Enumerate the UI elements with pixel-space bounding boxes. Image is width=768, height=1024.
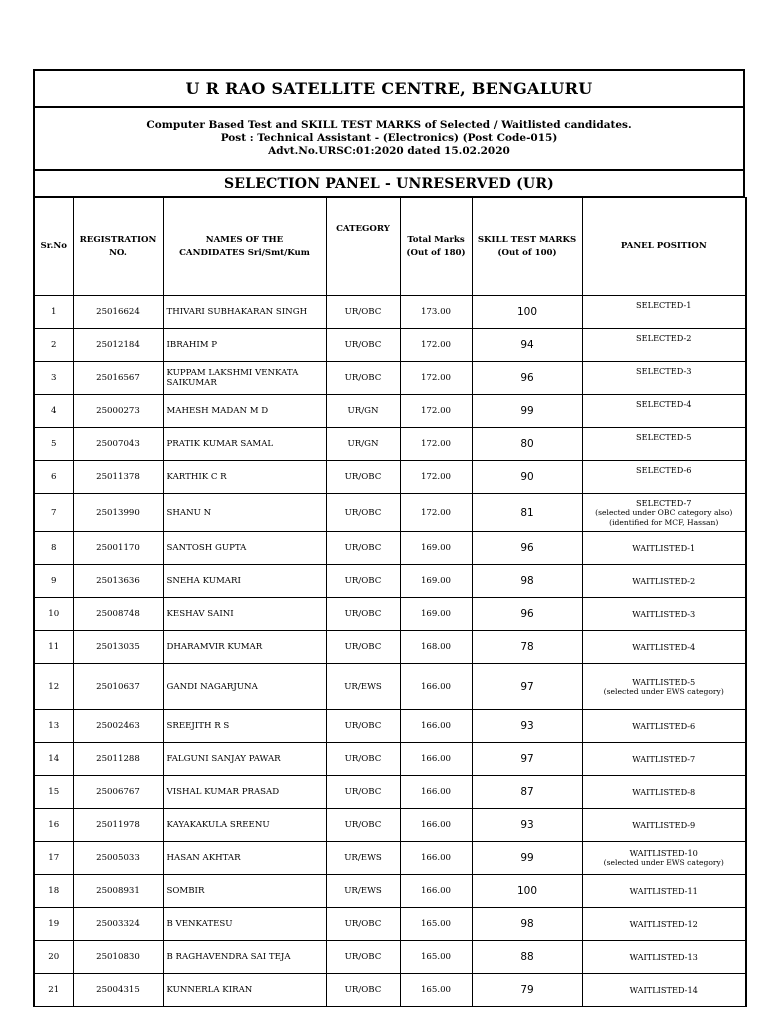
table-row bbox=[34, 743, 746, 776]
table-row bbox=[34, 974, 746, 1007]
cell-registration: 25005033 bbox=[73, 842, 163, 875]
cell-panel-position bbox=[582, 329, 746, 362]
cell-srno: 9 bbox=[34, 565, 73, 598]
cell-skill-marks: 96 bbox=[472, 598, 582, 631]
cell-srno: 14 bbox=[34, 743, 73, 776]
cell-registration: 25003324 bbox=[73, 908, 163, 941]
cell-registration: 25004315 bbox=[73, 974, 163, 1007]
panel-position-label: WAITLISTED-6 bbox=[632, 721, 696, 731]
cell-skill-marks: 100 bbox=[472, 296, 582, 329]
cell-name: SOMBIR bbox=[163, 875, 326, 908]
cell-category: UR/OBC bbox=[326, 776, 400, 809]
cell-total-marks: 172.00 bbox=[400, 428, 472, 461]
cell-category: UR/OBC bbox=[326, 565, 400, 598]
cell-registration: 25011978 bbox=[73, 809, 163, 842]
cell-srno: 11 bbox=[34, 631, 73, 664]
table-row bbox=[34, 362, 746, 395]
cell-skill-marks: 96 bbox=[472, 532, 582, 565]
table-row bbox=[34, 395, 746, 428]
cell-registration: 25000273 bbox=[73, 395, 163, 428]
cell-name: SHANU N bbox=[163, 494, 326, 532]
cell-name: PRATIK KUMAR SAMAL bbox=[163, 428, 326, 461]
cell-total-marks: 166.00 bbox=[400, 875, 472, 908]
table-row bbox=[34, 842, 746, 875]
table-row bbox=[34, 809, 746, 842]
table-row bbox=[34, 710, 746, 743]
panel-position-label: WAITLISTED-4 bbox=[632, 642, 696, 652]
cell-skill-marks: 99 bbox=[472, 842, 582, 875]
panel-position-label: SELECTED-1 bbox=[636, 300, 692, 310]
cell-registration: 25013035 bbox=[73, 631, 163, 664]
cell-category: UR/EWS bbox=[326, 842, 400, 875]
cell-skill-marks: 99 bbox=[472, 395, 582, 428]
cell-name: B VENKATESU bbox=[163, 908, 326, 941]
document-page bbox=[33, 69, 745, 1007]
cell-category: UR/OBC bbox=[326, 710, 400, 743]
table-row bbox=[34, 908, 746, 941]
cell-panel-position bbox=[582, 809, 746, 842]
cell-name: KUNNERLA KIRAN bbox=[163, 974, 326, 1007]
cell-category: UR/OBC bbox=[326, 461, 400, 494]
cell-name: DHARAMVIR KUMAR bbox=[163, 631, 326, 664]
table-row bbox=[34, 532, 746, 565]
cell-skill-marks: 78 bbox=[472, 631, 582, 664]
cell-registration: 25001170 bbox=[73, 532, 163, 565]
cell-category: UR/OBC bbox=[326, 362, 400, 395]
cell-panel-position bbox=[582, 461, 746, 494]
cell-total-marks: 166.00 bbox=[400, 809, 472, 842]
cell-panel-position bbox=[582, 494, 746, 532]
advertisement-info bbox=[33, 108, 745, 170]
cell-total-marks: 166.00 bbox=[400, 842, 472, 875]
cell-category: UR/OBC bbox=[326, 908, 400, 941]
cell-panel-position bbox=[582, 428, 746, 461]
cell-registration: 25016567 bbox=[73, 362, 163, 395]
cell-registration: 25012184 bbox=[73, 329, 163, 362]
cell-skill-marks: 98 bbox=[472, 565, 582, 598]
table-row bbox=[34, 494, 746, 532]
col-header-registration: REGISTRATION NO. bbox=[73, 198, 163, 296]
cell-registration: 25008748 bbox=[73, 598, 163, 631]
cell-registration: 25010637 bbox=[73, 664, 163, 710]
cell-category: UR/OBC bbox=[326, 809, 400, 842]
cell-panel-position bbox=[582, 296, 746, 329]
table-row bbox=[34, 776, 746, 809]
table-row bbox=[34, 941, 746, 974]
cell-total-marks: 166.00 bbox=[400, 743, 472, 776]
panel-position-label: WAITLISTED-3 bbox=[632, 609, 696, 619]
panel-position-label: WAITLISTED-13 bbox=[629, 952, 698, 962]
document-title-text: U R RAO SATELLITE CENTRE, BENGALURU bbox=[185, 79, 593, 98]
cell-srno: 19 bbox=[34, 908, 73, 941]
panel-position-label: SELECTED-3 bbox=[636, 366, 692, 376]
cell-panel-position bbox=[582, 532, 746, 565]
cell-category: UR/EWS bbox=[326, 664, 400, 710]
table-body bbox=[34, 296, 746, 1007]
col-header-srno: Sr.No bbox=[34, 198, 73, 296]
cell-total-marks: 169.00 bbox=[400, 532, 472, 565]
cell-srno: 17 bbox=[34, 842, 73, 875]
cell-name: GANDI NAGARJUNA bbox=[163, 664, 326, 710]
info-line-1: Computer Based Test and SKILL TEST MARKS of Selected / Waitlisted candidates. bbox=[146, 119, 632, 131]
cell-category: UR/OBC bbox=[326, 329, 400, 362]
table-header-row bbox=[34, 198, 746, 296]
info-line-2: Post : Technical Assistant - (Electronics) (Post Code-015) bbox=[220, 132, 558, 144]
cell-total-marks: 165.00 bbox=[400, 908, 472, 941]
cell-total-marks: 166.00 bbox=[400, 664, 472, 710]
cell-total-marks: 172.00 bbox=[400, 494, 472, 532]
col-header-skill-marks: SKILL TEST MARKS (Out of 100) bbox=[472, 198, 582, 296]
table-row bbox=[34, 428, 746, 461]
panel-position-note: (selected under EWS category) bbox=[603, 858, 724, 867]
cell-srno: 2 bbox=[34, 329, 73, 362]
cell-registration: 25002463 bbox=[73, 710, 163, 743]
cell-srno: 15 bbox=[34, 776, 73, 809]
cell-category: UR/OBC bbox=[326, 494, 400, 532]
cell-category: UR/OBC bbox=[326, 743, 400, 776]
cell-name: KESHAV SAINI bbox=[163, 598, 326, 631]
cell-panel-position bbox=[582, 974, 746, 1007]
cell-skill-marks: 93 bbox=[472, 710, 582, 743]
panel-position-label: WAITLISTED-7 bbox=[632, 754, 696, 764]
cell-name: SNEHA KUMARI bbox=[163, 565, 326, 598]
cell-skill-marks: 93 bbox=[472, 809, 582, 842]
cell-panel-position bbox=[582, 710, 746, 743]
cell-name: IBRAHIM P bbox=[163, 329, 326, 362]
cell-srno: 8 bbox=[34, 532, 73, 565]
cell-total-marks: 165.00 bbox=[400, 941, 472, 974]
panel-position-note: (identified for MCF, Hassan) bbox=[609, 518, 719, 527]
table-row bbox=[34, 565, 746, 598]
panel-position-label: WAITLISTED-2 bbox=[632, 576, 696, 586]
info-line-3: Advt.No.URSC:01:2020 dated 15.02.2020 bbox=[268, 145, 510, 157]
cell-total-marks: 168.00 bbox=[400, 631, 472, 664]
cell-skill-marks: 80 bbox=[472, 428, 582, 461]
cell-srno: 13 bbox=[34, 710, 73, 743]
panel-position-label: SELECTED-2 bbox=[636, 333, 692, 343]
panel-position-label: WAITLISTED-9 bbox=[632, 820, 696, 830]
table-row bbox=[34, 461, 746, 494]
cell-name: KAYAKAKULA SREENU bbox=[163, 809, 326, 842]
cell-panel-position bbox=[582, 664, 746, 710]
panel-position-note: (selected under OBC category also) bbox=[595, 508, 733, 517]
col-header-total-marks: Total Marks (Out of 180) bbox=[400, 198, 472, 296]
cell-srno: 16 bbox=[34, 809, 73, 842]
cell-name: FALGUNI SANJAY PAWAR bbox=[163, 743, 326, 776]
cell-skill-marks: 87 bbox=[472, 776, 582, 809]
document-title bbox=[33, 69, 745, 108]
cell-category: UR/OBC bbox=[326, 974, 400, 1007]
cell-srno: 5 bbox=[34, 428, 73, 461]
panel-position-label: WAITLISTED-5 bbox=[632, 676, 696, 687]
panel-position-label: SELECTED-4 bbox=[636, 399, 692, 409]
cell-registration: 25008931 bbox=[73, 875, 163, 908]
table-row bbox=[34, 631, 746, 664]
col-header-panel-position: PANEL POSITION bbox=[582, 198, 746, 296]
cell-name: VISHAL KUMAR PRASAD bbox=[163, 776, 326, 809]
col-header-names: NAMES OF THE CANDIDATES Sri/Smt/Kum bbox=[163, 198, 326, 296]
cell-skill-marks: 97 bbox=[472, 664, 582, 710]
cell-srno: 6 bbox=[34, 461, 73, 494]
cell-panel-position bbox=[582, 842, 746, 875]
cell-panel-position bbox=[582, 743, 746, 776]
cell-registration: 25010830 bbox=[73, 941, 163, 974]
table-row bbox=[34, 664, 746, 710]
cell-total-marks: 166.00 bbox=[400, 776, 472, 809]
cell-total-marks: 169.00 bbox=[400, 598, 472, 631]
cell-total-marks: 166.00 bbox=[400, 710, 472, 743]
cell-panel-position bbox=[582, 565, 746, 598]
table-row bbox=[34, 329, 746, 362]
cell-category: UR/OBC bbox=[326, 296, 400, 329]
cell-name: SANTOSH GUPTA bbox=[163, 532, 326, 565]
cell-panel-position bbox=[582, 631, 746, 664]
cell-skill-marks: 79 bbox=[472, 974, 582, 1007]
cell-registration: 25016624 bbox=[73, 296, 163, 329]
cell-registration: 25011288 bbox=[73, 743, 163, 776]
cell-name: HASAN AKHTAR bbox=[163, 842, 326, 875]
cell-srno: 21 bbox=[34, 974, 73, 1007]
panel-title-text: SELECTION PANEL - UNRESERVED (UR) bbox=[224, 175, 554, 192]
cell-panel-position bbox=[582, 362, 746, 395]
cell-skill-marks: 90 bbox=[472, 461, 582, 494]
cell-registration: 25013636 bbox=[73, 565, 163, 598]
cell-skill-marks: 98 bbox=[472, 908, 582, 941]
panel-position-label: WAITLISTED-12 bbox=[629, 919, 698, 929]
cell-skill-marks: 100 bbox=[472, 875, 582, 908]
cell-skill-marks: 94 bbox=[472, 329, 582, 362]
cell-registration: 25013990 bbox=[73, 494, 163, 532]
cell-category: UR/GN bbox=[326, 395, 400, 428]
cell-srno: 1 bbox=[34, 296, 73, 329]
panel-position-note: (selected under EWS category) bbox=[603, 686, 724, 696]
cell-registration: 25007043 bbox=[73, 428, 163, 461]
cell-skill-marks: 81 bbox=[472, 494, 582, 532]
table-row bbox=[34, 598, 746, 631]
cell-name: SREEJITH R S bbox=[163, 710, 326, 743]
cell-category: UR/EWS bbox=[326, 875, 400, 908]
cell-panel-position bbox=[582, 875, 746, 908]
cell-total-marks: 172.00 bbox=[400, 461, 472, 494]
col-header-category: CATEGORY bbox=[326, 198, 400, 296]
panel-position-label: WAITLISTED-10 bbox=[629, 848, 698, 858]
cell-registration: 25011378 bbox=[73, 461, 163, 494]
panel-title bbox=[33, 170, 745, 197]
cell-category: UR/GN bbox=[326, 428, 400, 461]
panel-position-label: SELECTED-5 bbox=[636, 432, 692, 442]
cell-srno: 4 bbox=[34, 395, 73, 428]
cell-name: KUPPAM LAKSHMI VENKATA SAIKUMAR bbox=[163, 362, 326, 395]
cell-srno: 18 bbox=[34, 875, 73, 908]
cell-panel-position bbox=[582, 776, 746, 809]
panel-position-label: WAITLISTED-8 bbox=[632, 787, 696, 797]
panel-position-label: SELECTED-7 bbox=[636, 498, 692, 508]
cell-total-marks: 172.00 bbox=[400, 362, 472, 395]
cell-name: KARTHIK C R bbox=[163, 461, 326, 494]
panel-position-label: SELECTED-6 bbox=[636, 465, 692, 475]
cell-panel-position bbox=[582, 908, 746, 941]
panel-position-label: WAITLISTED-11 bbox=[629, 886, 698, 896]
candidates-table bbox=[33, 197, 747, 1007]
table-row bbox=[34, 296, 746, 329]
cell-panel-position bbox=[582, 598, 746, 631]
cell-category: UR/OBC bbox=[326, 941, 400, 974]
cell-registration: 25006767 bbox=[73, 776, 163, 809]
cell-total-marks: 169.00 bbox=[400, 565, 472, 598]
cell-category: UR/OBC bbox=[326, 631, 400, 664]
cell-name: B RAGHAVENDRA SAI TEJA bbox=[163, 941, 326, 974]
cell-skill-marks: 88 bbox=[472, 941, 582, 974]
cell-skill-marks: 97 bbox=[472, 743, 582, 776]
cell-srno: 12 bbox=[34, 664, 73, 710]
cell-total-marks: 173.00 bbox=[400, 296, 472, 329]
cell-name: THIVARI SUBHAKARAN SINGH bbox=[163, 296, 326, 329]
cell-name: MAHESH MADAN M D bbox=[163, 395, 326, 428]
cell-total-marks: 172.00 bbox=[400, 329, 472, 362]
cell-category: UR/OBC bbox=[326, 598, 400, 631]
cell-panel-position bbox=[582, 941, 746, 974]
cell-srno: 20 bbox=[34, 941, 73, 974]
cell-srno: 7 bbox=[34, 494, 73, 532]
cell-srno: 10 bbox=[34, 598, 73, 631]
cell-skill-marks: 96 bbox=[472, 362, 582, 395]
cell-panel-position bbox=[582, 395, 746, 428]
table-row bbox=[34, 875, 746, 908]
panel-position-label: WAITLISTED-14 bbox=[629, 985, 698, 995]
cell-category: UR/OBC bbox=[326, 532, 400, 565]
cell-total-marks: 165.00 bbox=[400, 974, 472, 1007]
cell-srno: 3 bbox=[34, 362, 73, 395]
panel-position-label: WAITLISTED-1 bbox=[632, 543, 696, 553]
cell-total-marks: 172.00 bbox=[400, 395, 472, 428]
